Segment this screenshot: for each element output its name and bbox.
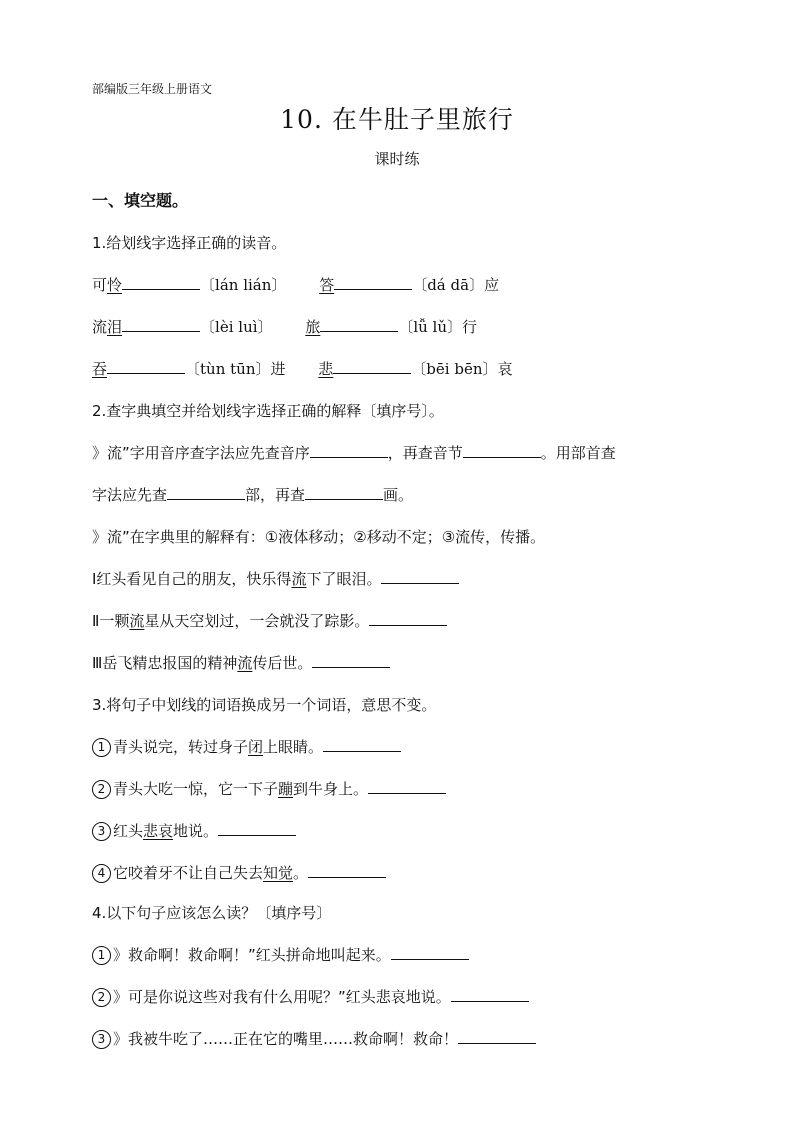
- number-circle: 1: [92, 946, 111, 965]
- q4-sentence-3: 3 》我被牛吃了……正在它的嘴里……救命啊！救命！: [92, 1028, 536, 1049]
- q2-sentence-1: Ⅰ红头看见自己的朋友，快乐得流下了眼泪。: [92, 568, 459, 589]
- pinyin-options: 〔lèi luì〕: [200, 318, 273, 336]
- answer-blank[interactable]: [320, 317, 398, 332]
- question-3-text: 3.将句子中划线的词语换成另一个词语，意思不变。: [92, 696, 437, 714]
- pinyin-options: 〔lǚ lǔ〕: [398, 318, 463, 336]
- page-subtitle: 课时练: [374, 150, 420, 168]
- q3-sentence-4: 4 它咬着牙不让自己失去知觉。: [92, 862, 386, 883]
- underlined-char: 答: [319, 276, 335, 294]
- pinyin-row-3: 吞 〔tùn tūn〕进 悲 〔bēi bēn〕哀: [92, 360, 513, 378]
- underlined-char: 吞: [92, 360, 108, 378]
- answer-blank[interactable]: [463, 443, 541, 458]
- underlined-char: 流: [291, 570, 307, 588]
- dictionary-line-1: 》流”字用音序查字法应先查音序 ，再查音节 。用部首查: [92, 444, 616, 462]
- answer-blank[interactable]: [107, 359, 185, 374]
- answer-blank[interactable]: [368, 779, 446, 794]
- q2-sentence-3: Ⅲ岳飞精忠报国的精神流传后世。: [92, 652, 390, 673]
- underlined-word: 蹦: [278, 780, 294, 798]
- pinyin-options: 〔bēi bēn〕: [411, 360, 498, 378]
- section-heading: 一、填空题。: [92, 191, 189, 210]
- answer-blank[interactable]: [122, 317, 200, 332]
- answer-blank[interactable]: [334, 275, 412, 290]
- answer-blank[interactable]: [167, 485, 245, 500]
- pinyin-row-2: 流泪 〔lèi luì〕 旅 〔lǚ lǔ〕行: [92, 318, 478, 336]
- answer-blank[interactable]: [333, 359, 411, 374]
- question-2-text: 2.查字典填空并给划线字选择正确的解释〔填序号〕。: [92, 402, 444, 420]
- answer-blank[interactable]: [312, 653, 390, 668]
- q3-sentence-1: 1 青头说完，转过身子闭上眼睛。: [92, 736, 401, 757]
- question-1-text: 1.给划线字选择正确的读音。: [92, 234, 287, 252]
- number-circle: 1: [92, 738, 111, 757]
- underlined-char: 怜: [107, 276, 123, 294]
- number-circle: 3: [92, 1030, 111, 1049]
- pinyin-row-1: 可怜 〔lán lián〕 答 〔dá dā〕应: [92, 276, 500, 294]
- answer-blank[interactable]: [218, 821, 296, 836]
- option-marker: ②: [353, 528, 367, 546]
- underlined-word: 知觉: [263, 864, 294, 882]
- answer-blank[interactable]: [305, 485, 383, 500]
- question-4-text: 4.以下句子应该怎么读？〔填序号〕: [92, 904, 332, 922]
- answer-blank[interactable]: [369, 611, 447, 626]
- answer-blank[interactable]: [122, 275, 200, 290]
- answer-blank[interactable]: [310, 443, 388, 458]
- header-label: 部编版三年级上册语文: [92, 82, 213, 96]
- q2-sentence-2: Ⅱ一颗流星从天空划过，一会就没了踪影。: [92, 610, 447, 631]
- underlined-word: 闭: [248, 738, 264, 756]
- pinyin-options: 〔tùn tūn〕: [185, 360, 271, 378]
- underlined-word: 悲哀: [143, 822, 174, 840]
- dictionary-line-2: 字法应先查 部，再查 画。: [92, 486, 414, 504]
- option-marker: ①: [264, 528, 279, 546]
- definitions-line: 》流”在字典里的解释有：①液体移动；②移动不定；③流传，传播。: [92, 528, 546, 546]
- underlined-char: 流: [129, 612, 145, 630]
- q4-sentence-1: 1 》救命啊！救命啊！”红头拼命地叫起来。: [92, 944, 469, 965]
- q4-sentence-2: 2 》可是你说这些对我有什么用呢？”红头悲哀地说。: [92, 986, 529, 1007]
- option-marker: ③: [441, 528, 456, 546]
- underlined-char: 泪: [107, 318, 123, 336]
- answer-blank[interactable]: [458, 1029, 536, 1044]
- q3-sentence-3: 3 红头悲哀地说。: [92, 820, 296, 841]
- answer-blank[interactable]: [308, 863, 386, 878]
- number-circle: 3: [92, 822, 111, 841]
- underlined-char: 悲: [318, 360, 334, 378]
- number-circle: 2: [92, 988, 111, 1007]
- answer-blank[interactable]: [323, 737, 401, 752]
- answer-blank[interactable]: [381, 569, 459, 584]
- pinyin-options: 〔dá dā〕: [412, 276, 485, 294]
- q3-sentence-2: 2 青头大吃一惊，它一下子蹦到牛身上。: [92, 778, 446, 799]
- pinyin-options: 〔lán lián〕: [200, 276, 287, 294]
- answer-blank[interactable]: [391, 945, 469, 960]
- page-title: 10. 在牛肚子里旅行: [280, 105, 514, 134]
- answer-blank[interactable]: [451, 987, 529, 1002]
- underlined-char: 流: [237, 654, 253, 672]
- number-circle: 2: [92, 780, 111, 799]
- number-circle: 4: [92, 864, 111, 883]
- underlined-char: 旅: [305, 318, 321, 336]
